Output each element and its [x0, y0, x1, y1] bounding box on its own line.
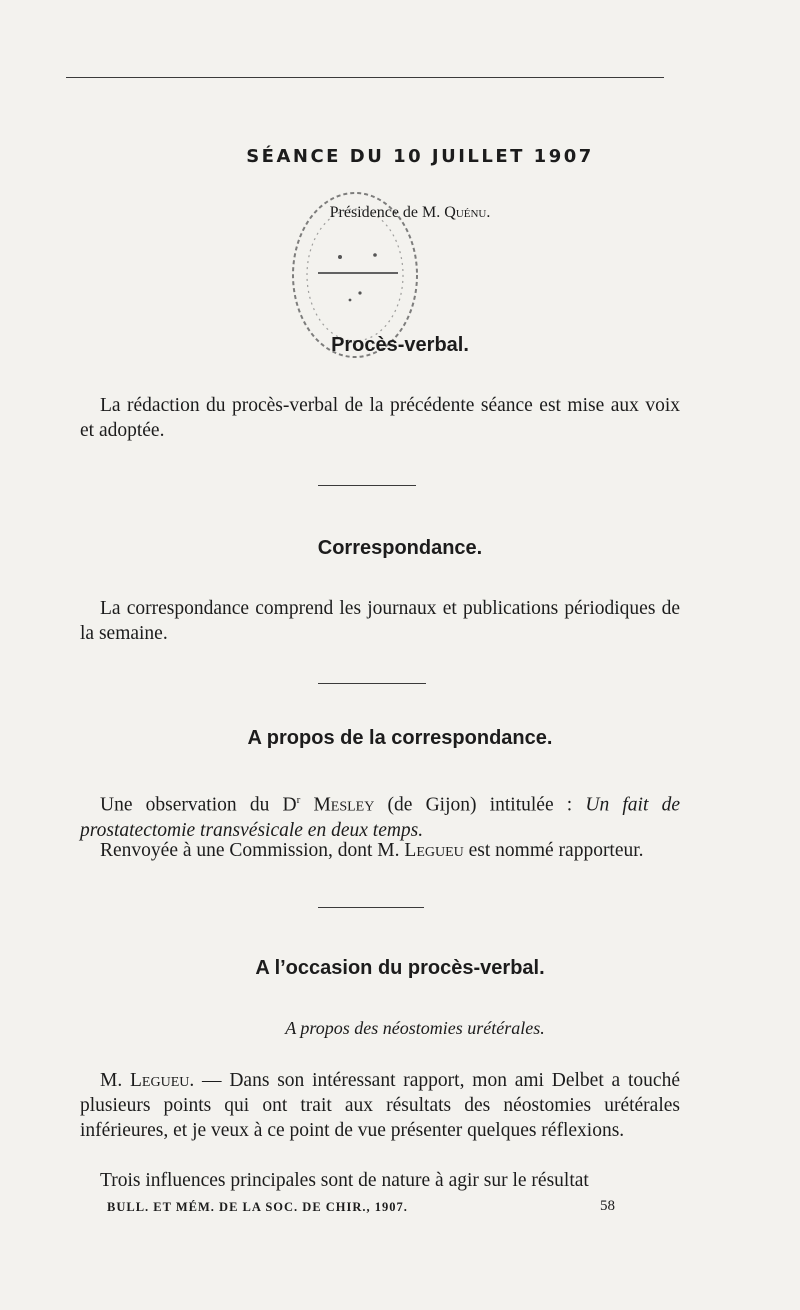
paragraph-influences	[80, 1168, 680, 1193]
observation-title: Un fait de prostatectomie transvésicale en deux temps.	[80, 794, 680, 841]
commission-text-b: est nommé rapporteur.	[463, 840, 644, 861]
heading-propos-correspondance: A propos de la correspondance.	[247, 727, 553, 749]
seance-title: SÉANCE DU 10 JUILLET 1907	[246, 146, 594, 167]
paragraph-observation	[80, 788, 680, 843]
page-number: 58	[600, 1198, 615, 1214]
speaker-name: M. Legueu.	[100, 1070, 195, 1091]
rapporteur-name: Legueu	[404, 840, 464, 861]
heading-correspondance: Correspondance.	[317, 537, 483, 559]
section-divider	[318, 485, 416, 486]
footer-journal: BULL. ET MÉM. DE LA SOC. DE CHIR., 1907.	[107, 1200, 408, 1214]
section-divider	[318, 683, 426, 684]
observation-text-b: (de Gijon) intitulée :	[374, 794, 586, 816]
correspondance-text: La correspondance comprend les journaux et publications périodiques de la semaine.	[80, 598, 680, 644]
legueu-text: — Dans son intéressant rapport, mon ami Delbet a touché plusieurs points qui ont trait aux résultats des néostomies urétérales inférieures, et je veux à ce point de vue présenter quelques réflexions.	[80, 1070, 680, 1141]
heading-occasion-proces-verbal: A l’occasion du procès-verbal.	[255, 957, 545, 979]
paragraph-correspondance	[80, 596, 680, 646]
doctor-superscript: r	[296, 794, 301, 806]
paragraph-proces-verbal	[80, 393, 680, 443]
section-divider	[318, 907, 424, 908]
proces-verbal-text: La rédaction du procès-verbal de la précédente séance est mise aux voix et adoptée.	[80, 395, 680, 441]
paragraph-legueu	[80, 1068, 680, 1143]
paragraph-commission	[80, 838, 680, 863]
subtitle-neostomies: A propos des néostomies urétérales.	[285, 1018, 545, 1038]
president-name: Quénu.	[444, 204, 491, 221]
influences-text: Trois influences principales sont de nature à agir sur le résultat	[100, 1170, 589, 1191]
observation-text-a: Une observation du D	[100, 794, 297, 816]
presidence-line	[0, 204, 800, 222]
top-rule	[66, 77, 664, 78]
commission-text-a: Renvoyée à une Commission, dont M.	[100, 840, 405, 861]
presidence-prefix: Présidence de M.	[329, 204, 445, 221]
heading-proces-verbal: Procès-verbal.	[331, 334, 469, 356]
author-name: Mesley	[300, 794, 375, 816]
